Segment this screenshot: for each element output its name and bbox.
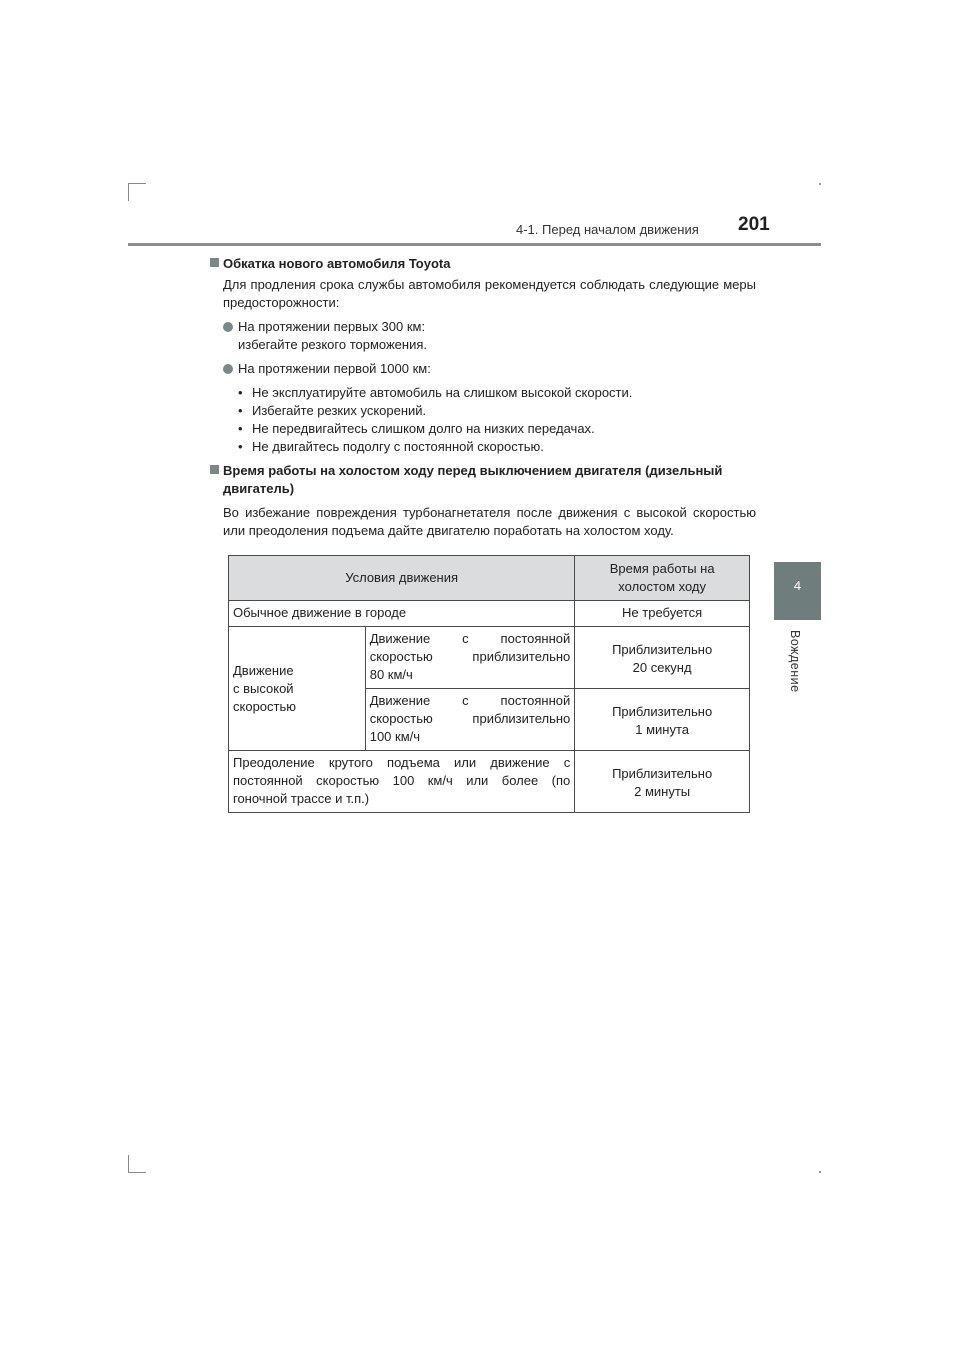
- section-intro-breakin: Для продления срока службы автомобиля рекомендуется соблюдать следующие меры предосторожности:: [223, 277, 756, 310]
- section-intro-idle: Во избежание повреждения турбонагнетателя после движения с высокой скоростью или преодоления подъема дайте двигателю поработать на холостом ходу.: [223, 505, 756, 538]
- sub-list-item-text: Не передвигайтесь слишком долго на низких передачах.: [252, 421, 595, 436]
- sub-list-item: [235, 420, 756, 438]
- section-heading-breakin: [210, 255, 756, 273]
- header-rule: [128, 243, 821, 246]
- list-item-text: избегайте резкого торможения.: [238, 337, 428, 352]
- time-100kmh: [575, 689, 750, 751]
- cell-line: постоянной скоростью 100 км/ч или более (по: [233, 773, 571, 788]
- condition-city: Обычное движение в городе: [229, 601, 575, 627]
- cell-line: 1 минута: [635, 722, 690, 737]
- table-row: [229, 751, 750, 813]
- cell-line: Приблизительно: [612, 642, 713, 657]
- cell-line: Движение с постоянной: [369, 693, 571, 708]
- crop-mark-bottom-left-v: [128, 1155, 129, 1173]
- idle-time-table: [228, 555, 750, 813]
- cell-line: 100 км/ч: [369, 729, 421, 744]
- table-header-row: [229, 556, 750, 601]
- chapter-title: Вождение: [788, 630, 802, 693]
- dot-bullet-icon: •: [238, 403, 243, 418]
- list-item-first-300km: [210, 318, 756, 354]
- cell-line: скоростью приблизительно: [369, 649, 571, 664]
- sub-list-1000km: [210, 384, 756, 456]
- circle-bullet-icon: [223, 322, 233, 332]
- sub-list-item-text: Не двигайтесь подолгу с постоянной скоростью.: [252, 439, 544, 454]
- cell-line: 2 минуты: [634, 784, 691, 799]
- cell-line: Преодоление крутого подъема или движение с: [233, 755, 571, 770]
- condition-climb: [229, 751, 575, 813]
- dot-bullet-icon: •: [238, 421, 243, 436]
- time-80kmh: [575, 627, 750, 689]
- section-label: 4-1. Перед началом движения: [516, 222, 699, 237]
- sub-list-item: [235, 384, 756, 402]
- condition-80kmh: [365, 627, 575, 689]
- chapter-number: 4: [793, 578, 802, 593]
- sub-list-item: [235, 438, 756, 456]
- cell-line: скоростью приблизительно: [369, 711, 571, 726]
- cell-line: Приблизительно: [612, 704, 713, 719]
- circle-bullet-icon: [223, 364, 233, 374]
- crop-mark-bottom-left-h: [128, 1172, 146, 1173]
- page-number: 201: [738, 214, 770, 235]
- dot-bullet-icon: •: [238, 385, 243, 400]
- time-city: Не требуется: [575, 601, 750, 627]
- cell-line: Приблизительно: [612, 766, 713, 781]
- cell-line: гоночной трассе и т.п.): [233, 791, 370, 806]
- header-driving-conditions: Условия движения: [229, 556, 575, 601]
- table-row: [229, 627, 750, 689]
- group-high-speed: Движение с высокой скоростью: [229, 627, 366, 751]
- crop-mark-top-right-dot: [819, 183, 821, 185]
- section-heading-idle-text: Время работы на холостом ходу перед выключением двигателя (дизельный двигатель): [223, 463, 723, 496]
- sub-list-item: [235, 402, 756, 420]
- header-idle-time: [575, 556, 750, 601]
- cell-line: 80 км/ч: [369, 667, 413, 682]
- section-heading-idle: [210, 462, 756, 498]
- list-item-first-1000km: [210, 360, 756, 378]
- square-bullet-icon: [210, 258, 219, 267]
- crop-mark-bottom-right-dot: [819, 1171, 821, 1173]
- header-idle-time-line: холостом ходу: [618, 579, 706, 594]
- list-item-text: На протяжении первой 1000 км:: [238, 361, 431, 376]
- section-heading-breakin-text: Обкатка нового автомобиля Toyota: [223, 256, 451, 271]
- condition-100kmh: [365, 689, 575, 751]
- sub-list-item-text: Избегайте резких ускорений.: [252, 403, 427, 418]
- table-row: [229, 601, 750, 627]
- dot-bullet-icon: •: [238, 439, 243, 454]
- chapter-tab: [774, 562, 821, 620]
- header-idle-time-line: Время работы на: [609, 561, 715, 576]
- sub-list-item-text: Не эксплуатируйте автомобиль на слишком высокой скорости.: [252, 385, 633, 400]
- list-item-text: На протяжении первых 300 км:: [238, 319, 426, 334]
- cell-line: Движение с постоянной: [369, 631, 571, 646]
- page-content: [210, 255, 756, 540]
- crop-mark-top-left-v: [128, 183, 129, 201]
- cell-line: 20 секунд: [632, 660, 692, 675]
- time-climb: [575, 751, 750, 813]
- crop-mark-top-left-h: [128, 183, 146, 184]
- square-bullet-icon: [210, 465, 219, 474]
